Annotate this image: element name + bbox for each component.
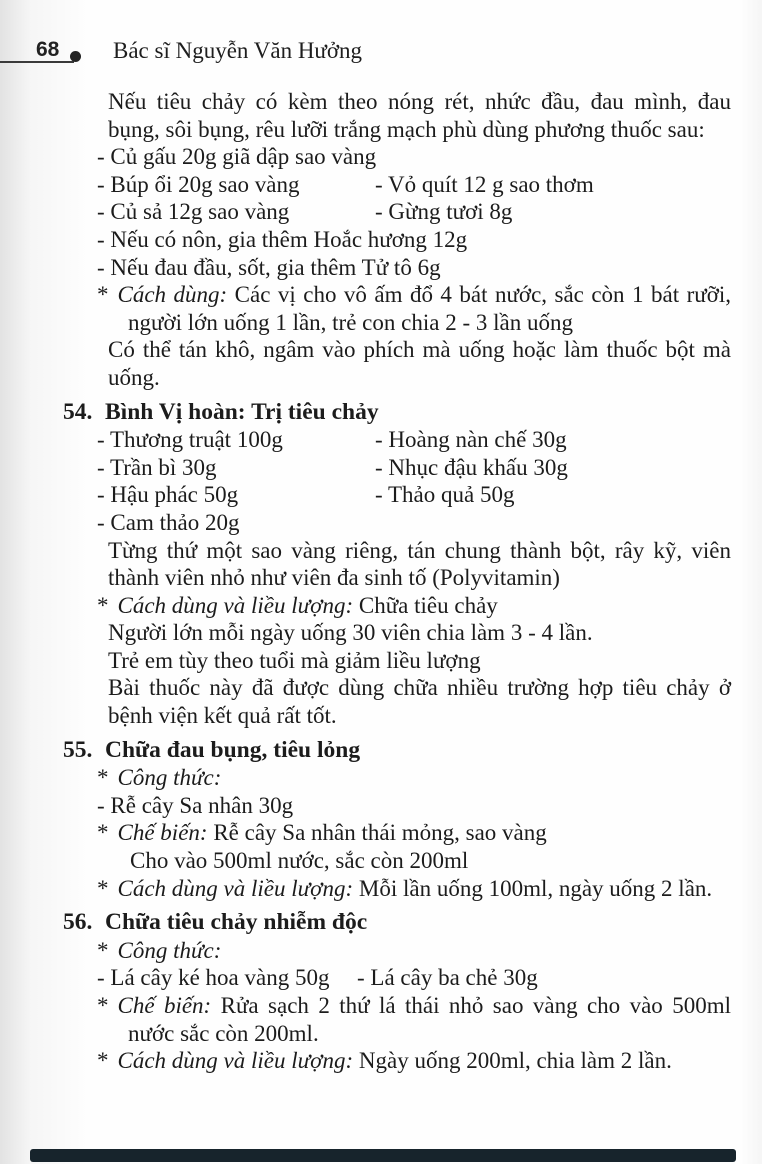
heading-number: 55. [63,736,93,763]
page-number: 68 [36,38,60,61]
pair-left: - Hậu phác 50g [97,482,239,508]
ingredient-pair [97,454,731,482]
text-line: Người lớn mỗi ngày uống 30 viên chia làm 3 - 4 lần. [108,620,593,646]
heading-number: 54. [63,398,93,425]
star-text: Mỗi lần uống 100ml, ngày uống 2 lần. [358,875,713,901]
pair-right: - Nhục đậu khấu 30g [375,454,568,480]
ingredient-pair [97,426,731,454]
text-line: Trẻ em tùy theo tuổi mà giảm liều lượng [108,647,481,673]
star-note-line [90,281,731,336]
star-label: Chế biến: [117,820,208,846]
text-line: - Nếu có nôn, gia thêm Hoắc hương 12g [97,226,468,252]
ingredient-pair [97,198,731,226]
star-label: Công thức: [117,937,222,963]
pair-left: - Thương truật 100g [97,427,283,453]
ingredient-pair [97,171,731,199]
star-text: Rửa sạch 2 thứ lá thái nhỏ sao vàng cho vào 500ml nước sắc còn 200ml. [128,993,731,1046]
star-label: Cách dùng và liều lượng: [117,1048,354,1074]
section-heading [63,737,731,765]
star-label: Chế biến: [117,993,212,1018]
text-line: Có thể tán khô, ngâm vào phích mà uống hoặc làm thuốc bột mà uống. [108,337,731,390]
heading-title: Bình Vị hoàn: Trị tiêu chảy [105,398,379,425]
running-header: Bác sĩ Nguyễn Văn Hưởng [113,38,363,63]
star-note-line [90,592,731,620]
text-line: Bài thuốc này đã được dùng chữa nhiều trường hợp tiêu chảy ở bệnh viện kết quả rất tốt. [108,675,731,729]
star-note-line [90,764,731,792]
header-bullet-icon [70,51,81,62]
star-mark: * [97,993,109,1018]
pair-right: - Hoàng nàn chế 30g [375,427,567,453]
star-mark: * [97,592,109,618]
section-heading [63,909,731,937]
star-mark: * [97,1048,109,1074]
pair-right: - Gừng tươi 8g [375,199,513,225]
star-note-line [90,1047,731,1075]
star-note-line [90,937,731,965]
star-mark: * [97,765,109,791]
star-mark: * [97,937,109,963]
pair-left: - Búp ổi 20g sao vàng [97,171,300,197]
heading-title: Chữa đau bụng, tiêu lỏng [105,736,361,763]
star-label: Cách dùng và liều lượng: [117,592,354,618]
ingredient-pair [97,481,731,509]
pair-right: - Vỏ quít 12 g sao thơm [375,171,594,197]
star-note-line [90,819,731,847]
pair-right: - Lá cây ba chẻ 30g [357,965,538,991]
star-label: Công thức: [117,765,222,791]
star-note-line [90,875,731,903]
section-heading [63,399,731,427]
star-text: Chữa tiêu chảy [358,592,498,618]
star-text: Các vị cho vô ấm đổ 4 bát nước, sắc còn 1 bát rưỡi, người lớn uống 1 lần, trẻ con chia 2 - 3 lần uống [128,282,731,335]
text-line: Nếu tiêu chảy có kèm theo nóng rét, nhức đầu, đau mình, đau bụng, sôi bụng, rêu lưỡi trắng mạch phù dùng phương thuốc sau: [108,89,731,142]
star-text: Rễ cây Sa nhân thái mỏng, sao vàng [213,820,547,846]
pair-right: - Thảo quả 50g [375,482,515,508]
star-mark: * [97,875,109,901]
star-note-line [90,992,731,1047]
text-line: Từng thứ một sao vàng riêng, tán chung thành bột, rây kỹ, viên thành viên nhỏ như viên đa sinh tố (Polyvitamin) [108,537,731,591]
pair-left: - Củ sả 12g sao vàng [97,199,290,225]
star-mark: * [97,820,109,846]
text-line: - Nếu đau đầu, sốt, gia thêm Tử tô 6g [97,254,441,280]
footer-bar [30,1149,736,1162]
pair-left: - Trần bì 30g [97,454,217,480]
ingredient-pair [97,964,731,992]
text-line: - Rễ cây Sa nhân 30g [97,792,294,818]
star-label: Cách dùng: [117,282,228,308]
star-mark: * [97,282,109,308]
page-content [63,88,731,1075]
text-line: - Củ gấu 20g giã dập sao vàng [97,144,377,170]
star-label: Cách dùng và liều lượng: [117,875,354,901]
pair-left: - Lá cây ké hoa vàng 50g [97,965,330,991]
star-text: Ngày uống 200ml, chia làm 2 lần. [358,1048,672,1074]
heading-title: Chữa tiêu chảy nhiễm độc [105,909,368,936]
text-line: - Cam thảo 20g [97,509,240,535]
heading-number: 56. [63,909,93,936]
text-line: Cho vào 500ml nước, sắc còn 200ml [130,848,469,874]
